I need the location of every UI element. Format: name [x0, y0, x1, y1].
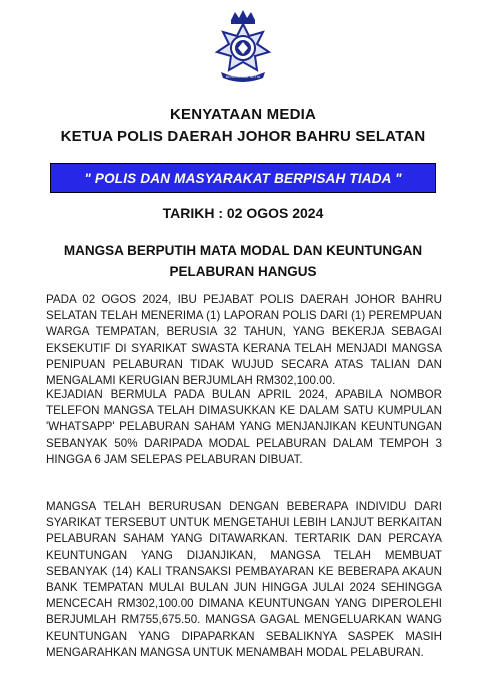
paragraph-line: TELEFON MANGSA TELAH DIMASUKKAN KE DALAM SATU KUMPULAN	[46, 404, 442, 418]
paragraph-line: MENGARAHKAN MANGSA UNTUK MENAMBAH MODAL PELABURAN.	[46, 645, 424, 659]
paragraph-line: 'WHATSAPP' PELABURAN SAHAM YANG MENJANJIKAN KEUNTUNGAN	[46, 420, 442, 434]
paragraph-2	[46, 387, 442, 468]
paragraph-line: PENIPUAN PELABURAN TIDAK WUJUD SECARA ATAS TALIAN DAN	[46, 357, 442, 371]
headline-line-2: PELABURAN HANGUS	[169, 264, 317, 279]
paragraph-line: BANK TEMPATAN MULAI BULAN JUN HINGGA JULAI 2024 SEHINGGA	[46, 581, 442, 595]
police-crest-icon	[203, 6, 283, 86]
paragraph-line: SEBANYAK 50% DARIPADA MODAL PELABURAN DALAM TEMPOH 3	[46, 436, 442, 450]
paragraph-line: MENCECAH RM302,100.00 DIMANA KEUNTUNGAN YANG DIPEROLEHI	[46, 597, 442, 611]
paragraph-3	[46, 499, 442, 661]
paragraph-line: KEUNTUNGAN YANG DIPAPARKAN SEBALIKNYA SASPEK MASIH	[46, 629, 442, 643]
date-line: TARIKH : 02 OGOS 2024	[162, 205, 324, 221]
paragraph-line: KEJADIAN BERMULA PADA BULAN APRIL 2024, APABILA NOMBOR	[46, 388, 442, 401]
paragraph-line: HINGGA 6 JAM SELEPAS PELABURAN DIBUAT.	[46, 452, 303, 466]
paragraph-line: KEUNTUNGAN YANG DIJANJIKAN, MANGSA TELAH MEMBUAT	[46, 548, 442, 562]
paragraph-line: SEBANYAK (14) KALI TRANSAKSI PEMBAYARAN KE BEBERAPA AKAUN	[46, 564, 442, 578]
paragraph-line: BERJUMLAH RM755,675.50. MANGSA GAGAL MENGELUARKAN WANG	[46, 613, 442, 627]
paragraph-line: SYARIKAT TERSEBUT UNTUK MENGETAHUI LEBIH LANJUT BERKAITAN	[46, 516, 442, 530]
paragraph-line: EKSEKUTIF DI SYARIKAT SWASTA KERANA TELAH MENJADI MANGSA	[46, 341, 442, 355]
paragraph-1	[46, 292, 442, 389]
motto-banner	[50, 163, 436, 193]
headline-line-1: MANGSA BERPUTIH MATA MODAL DAN KEUNTUNGAN	[63, 243, 423, 258]
paragraph-line: MENGALAMI KERUGIAN BERJUMLAH RM302,100.00.	[46, 374, 336, 388]
paragraph-line: PADA 02 OGOS 2024, IBU PEJABAT POLIS DAERAH JOHOR BAHRU	[46, 293, 442, 306]
paragraph-line: SELATAN TELAH MENERIMA (1) LAPORAN POLIS DARI (1) PEREMPUAN	[46, 309, 442, 323]
paragraph-line: MANGSA TELAH BERURUSAN DENGAN BEBERAPA INDIVIDU DARI	[46, 500, 442, 513]
crest-motto: BERKHIDMAT SETIA	[225, 75, 261, 79]
paragraph-line: PELABURAN SAHAM YANG DITAWARKAN. TERTARIK DAN PERCAYA	[46, 532, 442, 546]
paragraph-line: WARGA TEMPATAN, BERUSIA 32 TAHUN, YANG BEKERJA SEBAGAI	[46, 325, 442, 339]
motto-text: " POLIS DAN MASYARAKAT BERPISAH TIADA "	[84, 170, 402, 186]
document-subtitle: KETUA POLIS DAERAH JOHOR BAHRU SELATAN	[60, 128, 426, 145]
document-title: KENYATAAN MEDIA	[169, 106, 317, 123]
